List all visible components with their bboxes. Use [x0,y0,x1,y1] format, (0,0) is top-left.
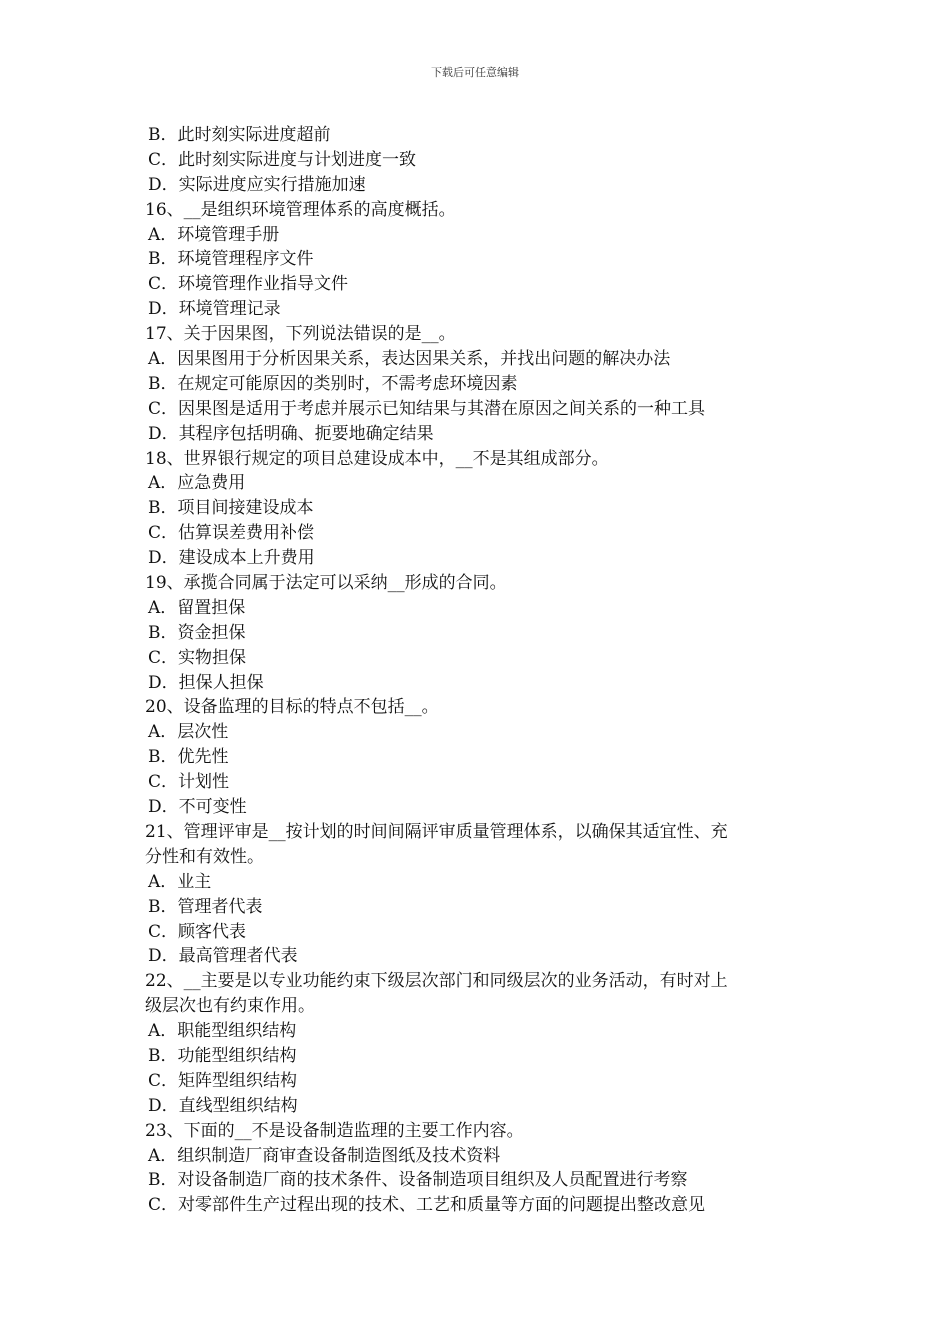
answer-option: B．此时刻实际进度超前 [148,125,331,145]
question-text: 23、下面的__不是设备制造监理的主要工作内容。 [145,1120,524,1141]
answer-option: C．实物担保 [148,647,247,668]
answer-option: A．组织制造厂商审查设备制造图纸及技术资料 [148,1145,501,1166]
answer-option: B．对设备制造厂商的技术条件、设备制造项目组织及人员配置进行考察 [148,1170,688,1191]
answer-option: D．直线型组织结构 [148,1095,298,1116]
question-text: 22、__主要是以专业功能约束下级层次部门和同级层次的业务活动，有时对上 [145,971,728,992]
answer-option: C．因果图是适用于考虑并展示已知结果与其潜在原因之间关系的一种工具 [148,398,706,419]
question-text: 20、设备监理的目标的特点不包括__。 [145,697,439,718]
answer-option: C．矩阵型组织结构 [148,1070,298,1091]
answer-option: D．环境管理记录 [148,299,281,320]
answer-option: A．层次性 [148,722,229,743]
answer-option: B．环境管理程序文件 [148,249,314,270]
document-body [145,123,810,1218]
answer-option: D．担保人担保 [148,672,264,693]
answer-option: A．留置担保 [148,597,246,618]
answer-option: A．环境管理手册 [148,224,280,245]
answer-option: B．项目间接建设成本 [148,498,314,519]
answer-option: A．因果图用于分析因果关系，表达因果关系，并找出问题的解决办法 [148,349,671,370]
answer-option: B．功能型组织结构 [148,1045,297,1066]
answer-option: D．建设成本上升费用 [148,548,315,569]
answer-option: C．环境管理作业指导文件 [148,274,349,295]
answer-option: D．不可变性 [148,797,247,818]
answer-option: D．最高管理者代表 [148,946,298,967]
page-header-note: 下载后可任意编辑 [431,66,519,79]
answer-option: C．此时刻实际进度与计划进度一致 [148,149,417,170]
answer-option: B．优先性 [148,747,229,768]
answer-option: C．计划性 [148,772,230,793]
answer-option: C．顾客代表 [148,921,247,942]
answer-option: A．职能型组织结构 [148,1021,297,1042]
answer-option: A．应急费用 [148,473,246,494]
answer-option: D．实际进度应实行措施加速 [148,174,366,195]
question-text: 16、__是组织环境管理体系的高度概括。 [145,199,456,220]
answer-option: B．资金担保 [148,622,246,643]
question-text: 级层次也有约束作用。 [145,996,315,1017]
question-text: 19、承揽合同属于法定可以采纳__形成的合同。 [145,573,507,594]
answer-option: A．业主 [148,871,212,892]
question-text: 17、关于因果图，下列说法错误的是__。 [145,324,456,345]
answer-option: C．对零部件生产过程出现的技术、工艺和质量等方面的问题提出整改意见 [148,1195,706,1216]
question-text: 18、世界银行规定的项目总建设成本中，__不是其组成部分。 [145,448,609,469]
question-text: 21、管理评审是__按计划的时间间隔评审质量管理体系，以确保其适宜性、充 [145,821,728,842]
answer-option: C．估算误差费用补偿 [148,523,315,544]
answer-option: B．在规定可能原因的类别时，不需考虑环境因素 [148,373,518,394]
answer-option: D．其程序包括明确、扼要地确定结果 [148,423,434,444]
answer-option: B．管理者代表 [148,896,263,917]
question-text: 分性和有效性。 [145,846,264,867]
